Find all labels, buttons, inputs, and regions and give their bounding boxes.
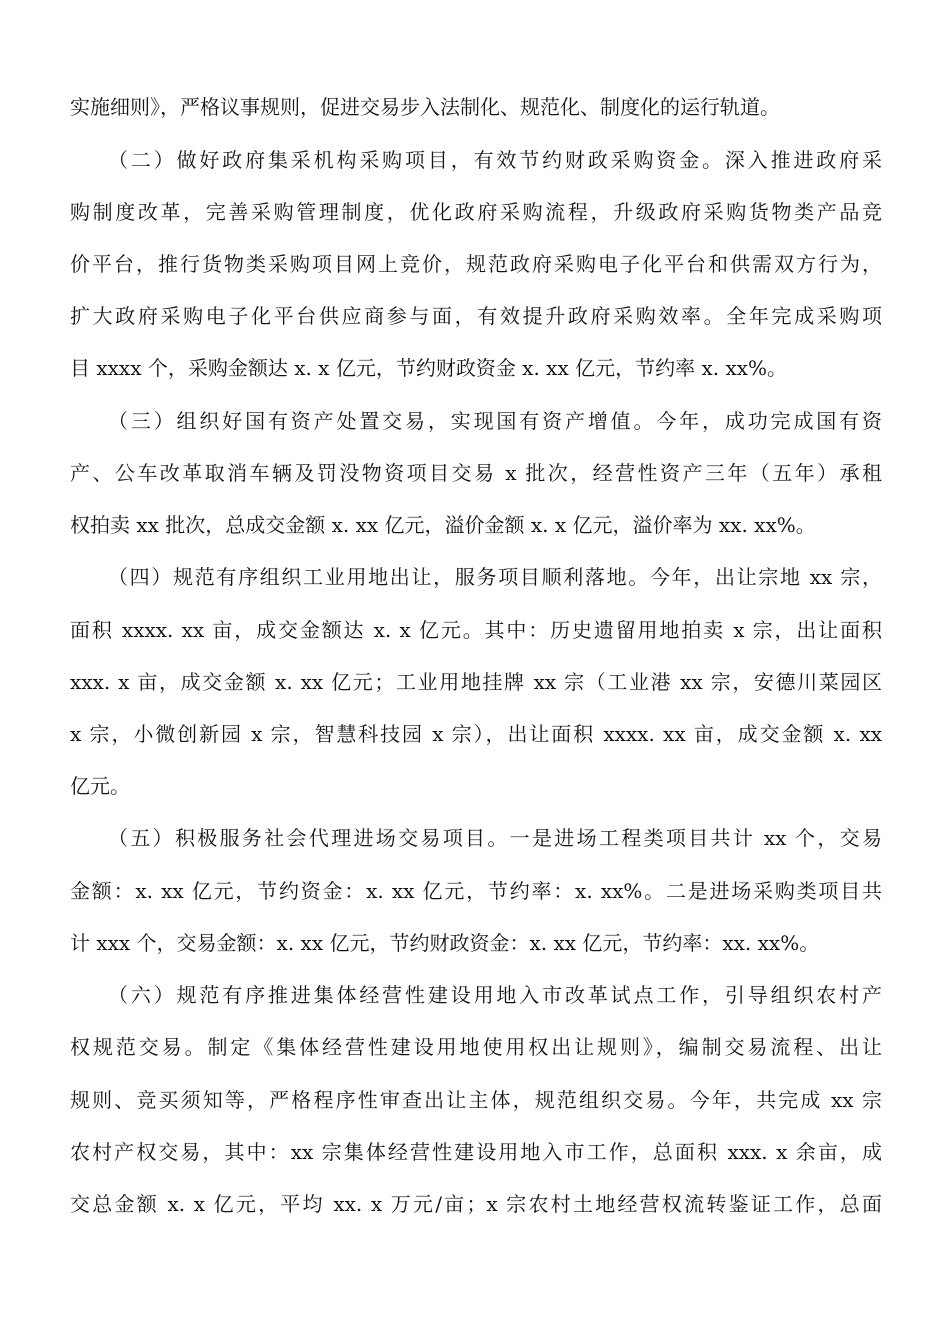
text-line: 交总金额 x. x 亿元，平均 xx. x 万元/亩；x 宗农村土地经营权流转鉴证工作，总面 [70,1192,882,1216]
text-line: 权拍卖 xx 批次，总成交金额 x. xx 亿元，溢价金额 x. x 亿元，溢价率为 xx. xx%。 [70,513,816,537]
paragraph-3-heading-line: （三）组织好国有资产处置交易，实现国有资产增值。今年，成功完成国有资 [108,409,882,433]
text-line: 目 xxxx 个，采购金额达 x. x 亿元，节约财政资金 x. xx 亿元，节约率 x. xx%。 [70,356,788,380]
text-line: 规则、竞买须知等，严格程序性审查出让主体，规范组织交易。今年，共完成 xx 宗 [70,1088,882,1112]
paragraph-6-heading-line: （六）规范有序推进集体经营性建设用地入市改革试点工作，引导组织农村产 [108,983,882,1007]
paragraph-2-heading-line: （二）做好政府集采机构采购项目，有效节约财政采购资金。深入推进政府采 [108,148,882,172]
paragraph-5-heading-line: （五）积极服务社会代理进场交易项目。一是进场工程类项目共计 xx 个，交易 [108,826,882,850]
text-line: 购制度改革，完善采购管理制度，优化政府采购流程，升级政府采购货物类产品竞 [70,200,882,224]
text-line: 产、公车改革取消车辆及罚没物资项目交易 x 批次，经营性资产三年（五年）承租 [70,461,882,485]
text-line: 实施细则》，严格议事规则，促进交易步入法制化、规范化、制度化的运行轨道。 [70,95,780,119]
paragraph-4-heading-line: （四）规范有序组织工业用地出让，服务项目顺利落地。今年，出让宗地 xx 宗， [108,565,882,589]
text-line: 扩大政府采购电子化平台供应商参与面，有效提升政府采购效率。全年完成采购项 [70,304,882,328]
text-line: 面积 xxxx. xx 亩，成交金额达 x. x 亿元。其中：历史遗留用地拍卖 x 宗，出让面积 [70,618,882,642]
text-line: 金额：x. xx 亿元，节约资金：x. xx 亿元，节约率：x. xx%。二是进场采购类项目共 [70,879,882,903]
text-line: 农村产权交易，其中：xx 宗集体经营性建设用地入市工作，总面积 xxx. x 余亩，成 [70,1140,882,1164]
text-line: 权规范交易。制定《集体经营性建设用地使用权出让规则》，编制交易流程、出让 [70,1035,882,1059]
text-line: x 宗，小微创新园 x 宗，智慧科技园 x 宗），出让面积 xxxx. xx 亩，成交金额 x. xx [70,722,882,746]
text-line: 计 xxx 个，交易金额：x. xx 亿元，节约财政资金：x. xx 亿元，节约率：xx. xx%。 [70,931,820,955]
text-line: xxx. x 亩，成交金额 x. xx 亿元；工业用地挂牌 xx 宗（工业港 xx 宗，安德川菜园区 [70,670,882,694]
text-line: 价平台，推行货物类采购项目网上竞价，规范政府采购电子化平台和供需双方行为， [70,252,882,276]
text-line: 亿元。 [70,774,130,798]
